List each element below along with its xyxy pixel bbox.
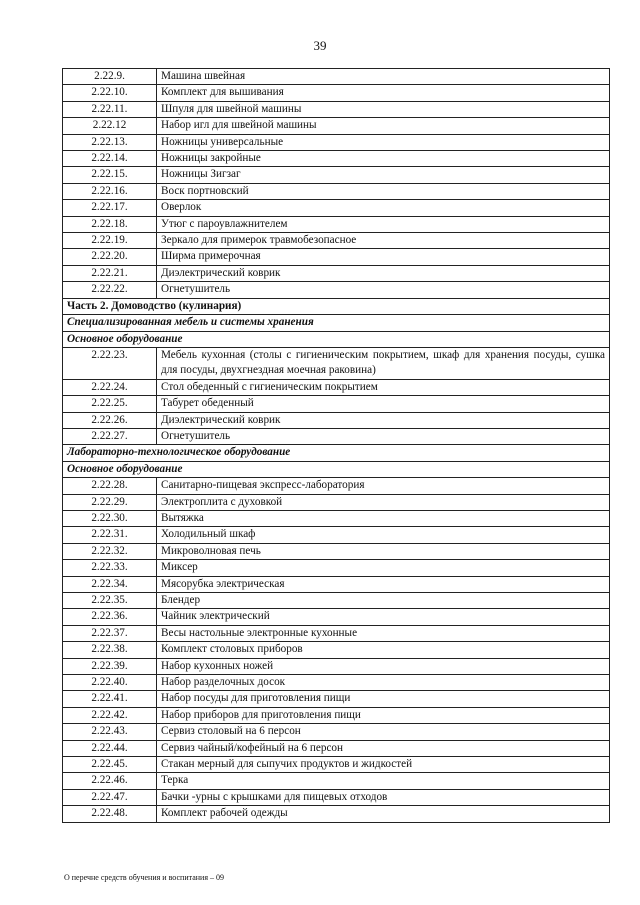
item-number: 2.22.15. xyxy=(63,167,157,183)
item-name: Диэлектрический коврик xyxy=(157,265,610,281)
item-number: 2.22.27. xyxy=(63,428,157,444)
item-name: Терка xyxy=(157,773,610,789)
item-name: Холодильный шкаф xyxy=(157,527,610,543)
item-name: Машина швейная xyxy=(157,69,610,85)
item-number: 2.22.43. xyxy=(63,724,157,740)
subheading: Лабораторно-технологическое оборудование xyxy=(63,445,610,461)
item-number: 2.22.20. xyxy=(63,249,157,265)
table-row xyxy=(63,118,610,134)
item-number: 2.22.40. xyxy=(63,675,157,691)
item-name: Набор посуды для приготовления пищи xyxy=(157,691,610,707)
subheading-row xyxy=(63,445,610,461)
item-number: 2.22.44. xyxy=(63,740,157,756)
item-number: 2.22.42. xyxy=(63,707,157,723)
table-row xyxy=(63,707,610,723)
item-number: 2.22.47. xyxy=(63,789,157,805)
item-number: 2.22.18. xyxy=(63,216,157,232)
table-row xyxy=(63,543,610,559)
item-name: Набор кухонных ножей xyxy=(157,658,610,674)
item-number: 2.22.13. xyxy=(63,134,157,150)
table-row xyxy=(63,560,610,576)
item-name: Комплект рабочей одежды xyxy=(157,806,610,822)
table-row xyxy=(63,724,610,740)
item-number: 2.22.14. xyxy=(63,151,157,167)
table-row xyxy=(63,412,610,428)
subheading-row xyxy=(63,315,610,331)
table-row xyxy=(63,494,610,510)
table-row xyxy=(63,740,610,756)
item-number: 2.22.22. xyxy=(63,282,157,298)
item-name: Стакан мерный для сыпучих продуктов и жидкостей xyxy=(157,757,610,773)
item-name: Весы настольные электронные кухонные xyxy=(157,625,610,641)
table-row xyxy=(63,85,610,101)
item-number: 2.22.28. xyxy=(63,478,157,494)
table-row xyxy=(63,134,610,150)
item-name: Ширма примерочная xyxy=(157,249,610,265)
item-name: Набор игл для швейной машины xyxy=(157,118,610,134)
item-name: Сервиз столовый на 6 персон xyxy=(157,724,610,740)
item-number: 2.22.38. xyxy=(63,642,157,658)
item-number: 2.22.17. xyxy=(63,200,157,216)
subheading: Основное оборудование xyxy=(63,331,610,347)
item-name: Воск портновский xyxy=(157,183,610,199)
item-name: Комплект столовых приборов xyxy=(157,642,610,658)
item-number: 2.22.19. xyxy=(63,233,157,249)
item-number: 2.22.31. xyxy=(63,527,157,543)
table-row xyxy=(63,167,610,183)
subheading: Специализированная мебель и системы хранения xyxy=(63,315,610,331)
item-number: 2.22.10. xyxy=(63,85,157,101)
item-name: Вытяжка xyxy=(157,510,610,526)
item-name: Набор приборов для приготовления пищи xyxy=(157,707,610,723)
item-name: Чайник электрический xyxy=(157,609,610,625)
item-name: Санитарно-пищевая экспресс-лаборатория xyxy=(157,478,610,494)
item-number: 2.22.35. xyxy=(63,593,157,609)
table-row xyxy=(63,510,610,526)
table-row xyxy=(63,216,610,232)
table-row xyxy=(63,379,610,395)
table-row xyxy=(63,593,610,609)
table-row xyxy=(63,806,610,822)
item-name: Ножницы закройные xyxy=(157,151,610,167)
item-name: Утюг с пароувлажнителем xyxy=(157,216,610,232)
item-number: 2.22.33. xyxy=(63,560,157,576)
item-number: 2.22.37. xyxy=(63,625,157,641)
item-name: Табурет обеденный xyxy=(157,396,610,412)
item-name: Огнетушитель xyxy=(157,282,610,298)
table-row xyxy=(63,675,610,691)
table-row xyxy=(63,789,610,805)
item-name: Шпуля для швейной машины xyxy=(157,101,610,117)
section-heading: Часть 2. Домоводство (кулинария) xyxy=(63,298,610,314)
table-row xyxy=(63,265,610,281)
item-number: 2.22.9. xyxy=(63,69,157,85)
item-name: Ножницы Зигзаг xyxy=(157,167,610,183)
item-name: Огнетушитель xyxy=(157,428,610,444)
item-name: Зеркало для примерок травмобезопасное xyxy=(157,233,610,249)
table-row xyxy=(63,576,610,592)
table-row xyxy=(63,200,610,216)
item-number: 2.22.36. xyxy=(63,609,157,625)
table-row xyxy=(63,527,610,543)
table-row xyxy=(63,69,610,85)
item-name: Комплект для вышивания xyxy=(157,85,610,101)
table-row xyxy=(63,183,610,199)
item-number: 2.22.21. xyxy=(63,265,157,281)
table-row xyxy=(63,478,610,494)
item-name: Бачки -урны с крышками для пищевых отходов xyxy=(157,789,610,805)
subheading: Основное оборудование xyxy=(63,461,610,477)
item-name: Электроплита с духовкой xyxy=(157,494,610,510)
item-name: Стол обеденный с гигиеническим покрытием xyxy=(157,379,610,395)
subheading-row xyxy=(63,331,610,347)
table-row xyxy=(63,757,610,773)
item-number: 2.22.11. xyxy=(63,101,157,117)
section-heading-row xyxy=(63,298,610,314)
item-number: 2.22.25. xyxy=(63,396,157,412)
item-number: 2.22.23. xyxy=(63,347,157,379)
table-row xyxy=(63,609,610,625)
table-row xyxy=(63,773,610,789)
item-number: 2.22.45. xyxy=(63,757,157,773)
item-number: 2.22.30. xyxy=(63,510,157,526)
table-row xyxy=(63,101,610,117)
item-name: Диэлектрический коврик xyxy=(157,412,610,428)
table-row xyxy=(63,347,610,379)
equipment-table xyxy=(62,68,610,823)
item-number: 2.22.16. xyxy=(63,183,157,199)
table-row xyxy=(63,625,610,641)
subheading-row xyxy=(63,461,610,477)
item-number: 2.22.41. xyxy=(63,691,157,707)
item-name: Сервиз чайный/кофейный на 6 персон xyxy=(157,740,610,756)
item-name: Ножницы универсальные xyxy=(157,134,610,150)
item-name: Оверлок xyxy=(157,200,610,216)
item-number: 2.22.24. xyxy=(63,379,157,395)
table-row xyxy=(63,642,610,658)
page-number: 39 xyxy=(313,38,327,53)
item-number: 2.22.39. xyxy=(63,658,157,674)
item-number: 2.22.32. xyxy=(63,543,157,559)
item-name: Миксер xyxy=(157,560,610,576)
table-row xyxy=(63,691,610,707)
footer-note: О перечне средств обучения и воспитания – 09 xyxy=(64,873,224,882)
item-name: Блендер xyxy=(157,593,610,609)
table-row xyxy=(63,249,610,265)
item-number: 2.22.48. xyxy=(63,806,157,822)
item-name: Мясорубка электрическая xyxy=(157,576,610,592)
item-number: 2.22.46. xyxy=(63,773,157,789)
item-name: Набор разделочных досок xyxy=(157,675,610,691)
table-row xyxy=(63,396,610,412)
item-name: Мебель кухонная (столы с гигиеническим покрытием, шкаф для хранения посуды, сушка для посуды, двухгнездная моечная раковина) xyxy=(157,347,610,379)
item-number: 2.22.12 xyxy=(63,118,157,134)
table-row xyxy=(63,233,610,249)
table-row xyxy=(63,428,610,444)
table-row xyxy=(63,282,610,298)
table-row xyxy=(63,658,610,674)
item-name: Микроволновая печь xyxy=(157,543,610,559)
table-row xyxy=(63,151,610,167)
item-number: 2.22.26. xyxy=(63,412,157,428)
item-number: 2.22.34. xyxy=(63,576,157,592)
item-number: 2.22.29. xyxy=(63,494,157,510)
